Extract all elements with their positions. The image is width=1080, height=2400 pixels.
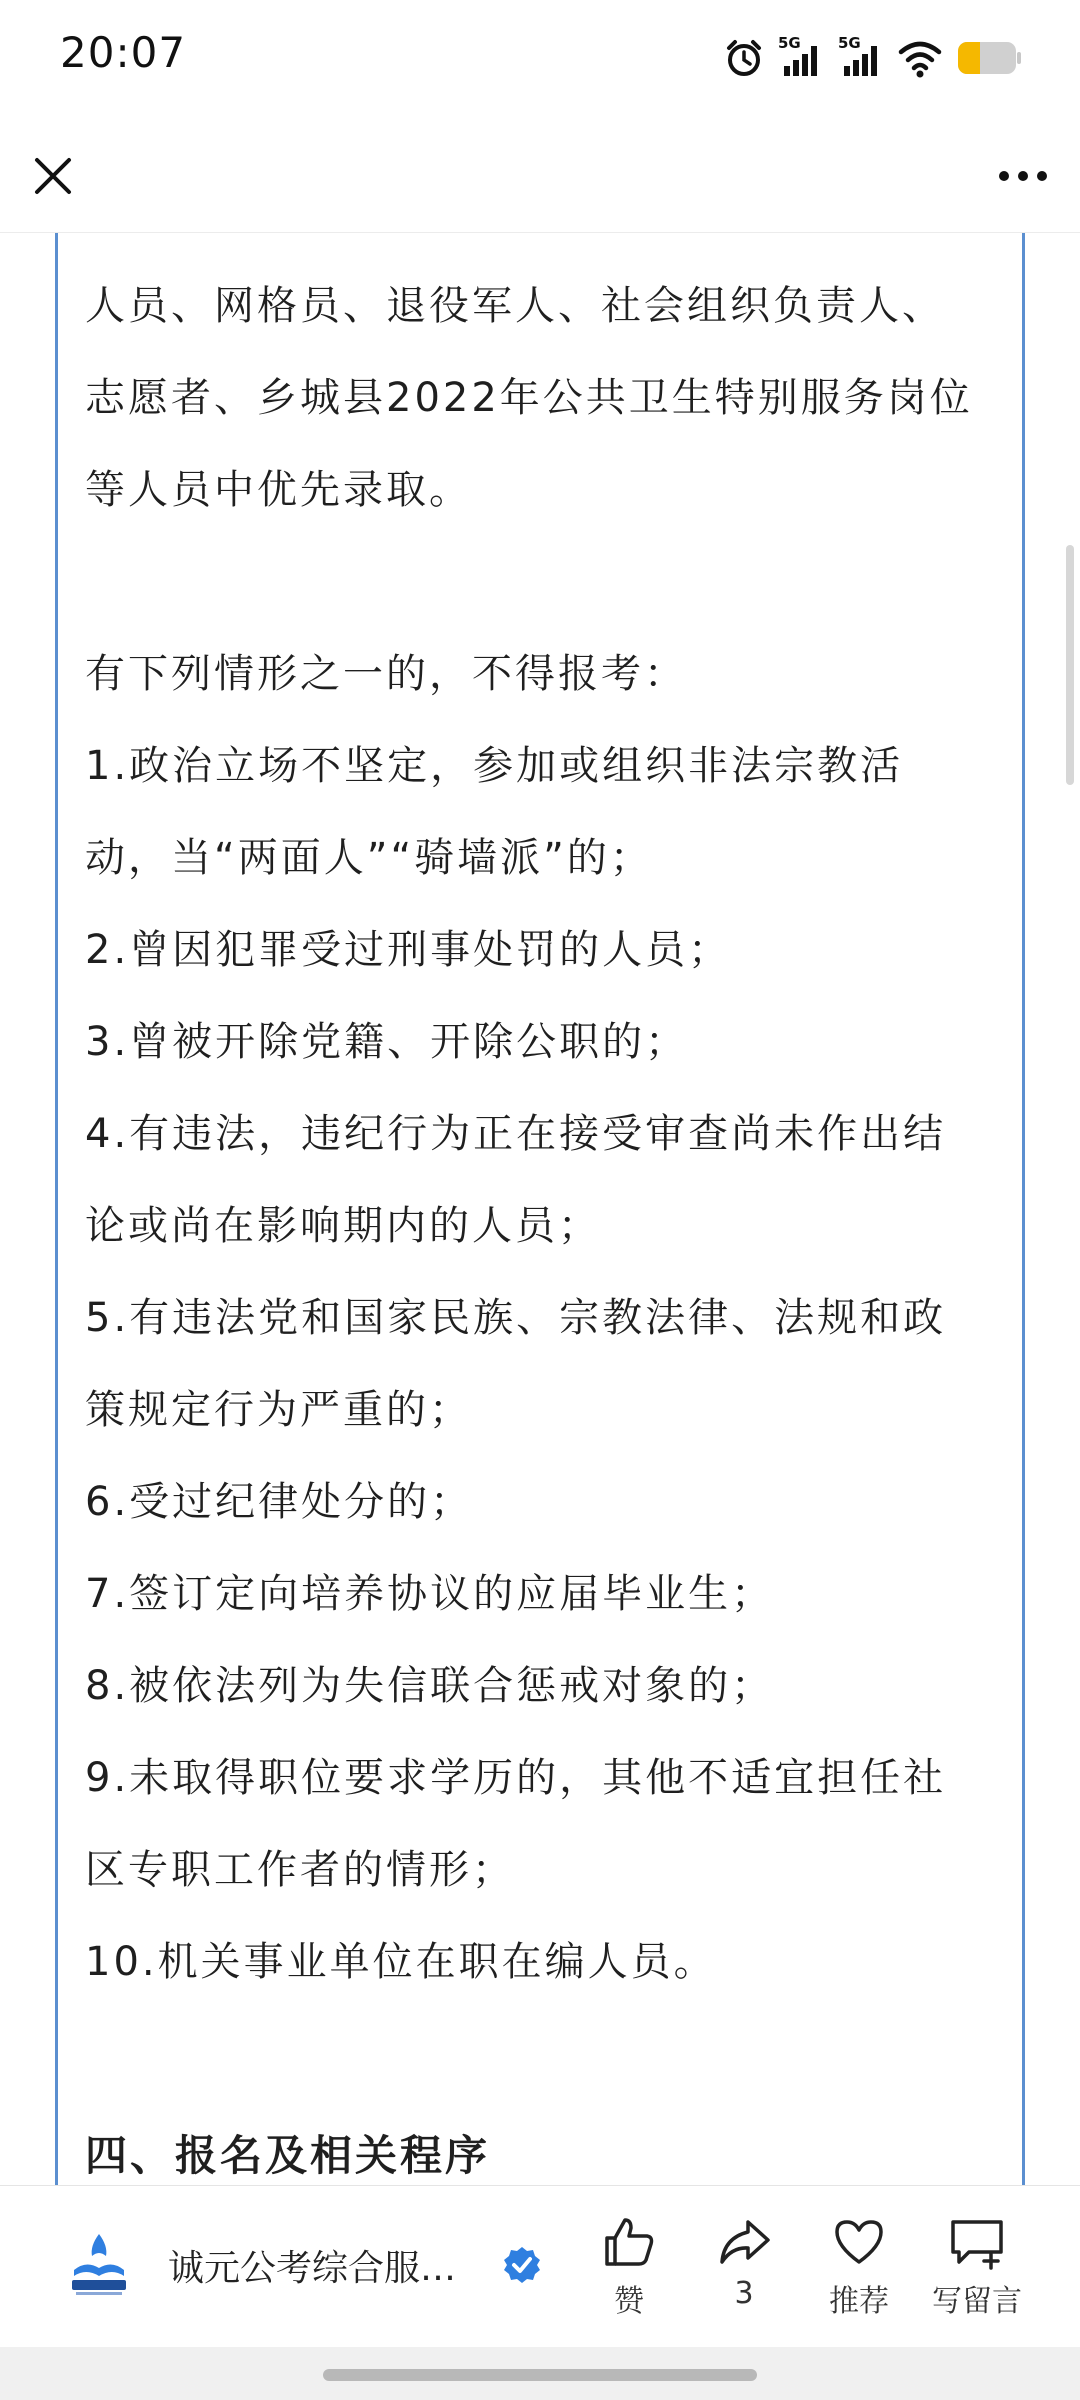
like-label: 赞: [614, 2284, 644, 2319]
comment-button[interactable]: [917, 2214, 1037, 2324]
battery-icon: [956, 38, 1022, 78]
more-button[interactable]: [988, 145, 1058, 207]
article-line: 等人员中优先录取。: [85, 467, 472, 513]
article-line: 有下列情形之一的，不得报考：: [85, 651, 687, 697]
account-logo-icon[interactable]: [60, 2226, 138, 2304]
verified-badge-icon: [502, 2245, 542, 2285]
status-time: 20:07: [60, 28, 187, 77]
recommend-button[interactable]: [799, 2214, 919, 2324]
section-heading: 四、报名及相关程序: [85, 2131, 491, 2180]
comment-label: 写留言: [932, 2284, 1022, 2319]
signal-5g-icon: [838, 34, 884, 78]
account-info[interactable]: [60, 2220, 542, 2310]
close-button[interactable]: [22, 145, 84, 207]
article-line: 2.曾因犯罪受过刑事处罚的人员；: [85, 927, 732, 973]
article-line: 7.签订定向培养协议的应届毕业生；: [85, 1571, 775, 1617]
gesture-area: [0, 2347, 1080, 2400]
share-arrow-icon: [716, 2214, 772, 2270]
more-icon: [997, 169, 1049, 183]
article-line: 1.政治立场不坚定，参加或组织非法宗教活: [85, 743, 904, 789]
bottom-action-bar: [0, 2185, 1080, 2347]
share-count: 3: [734, 2276, 754, 2311]
article-line: 10.机关事业单位在职在编人员。: [85, 1939, 717, 1985]
article-line: 论或尚在影响期内的人员；: [85, 1203, 601, 1249]
thumbs-up-icon: [601, 2214, 657, 2270]
recommend-label: 推荐: [829, 2284, 889, 2319]
alarm-icon: [724, 38, 764, 78]
like-button[interactable]: [569, 2214, 689, 2324]
network-label: 5G: [838, 34, 861, 52]
comment-add-icon: [947, 2214, 1007, 2270]
gesture-handle[interactable]: [323, 2369, 757, 2381]
close-icon: [31, 154, 75, 198]
article-line: 9.未取得职位要求学历的，其他不适宜担任社: [85, 1755, 947, 1801]
status-icons: [724, 30, 1022, 86]
heart-icon: [831, 2214, 887, 2270]
status-bar: [0, 0, 1080, 115]
share-button[interactable]: [684, 2214, 804, 2324]
article-line: 区专职工作者的情形；: [85, 1847, 515, 1893]
article-line: 动，当“两面人”“骑墙派”的；: [85, 835, 653, 881]
article-line: 3.曾被开除党籍、开除公职的；: [85, 1019, 689, 1065]
account-name[interactable]: 诚元公考综合服…: [168, 2247, 457, 2289]
article-line: 人员、网格员、退役军人、社会组织负责人、: [85, 283, 945, 329]
wifi-icon: [898, 38, 942, 78]
article-line: 4.有违法，违纪行为正在接受审查尚未作出结: [85, 1111, 947, 1157]
article-line: 5.有违法党和国家民族、宗教法律、法规和政: [85, 1295, 947, 1341]
article-line: 策规定行为严重的；: [85, 1387, 472, 1433]
title-bar: [0, 115, 1080, 233]
signal-5g-icon: [778, 34, 824, 78]
article-line: 8.被依法列为失信联合惩戒对象的；: [85, 1663, 775, 1709]
article-line: 6.受过纪律处分的；: [85, 1479, 474, 1525]
article-line: 志愿者、乡城县2022年公共卫生特别服务岗位: [85, 375, 973, 421]
article-content[interactable]: [0, 233, 1080, 2185]
network-label: 5G: [778, 34, 801, 52]
scrollbar-thumb[interactable]: [1066, 545, 1074, 785]
